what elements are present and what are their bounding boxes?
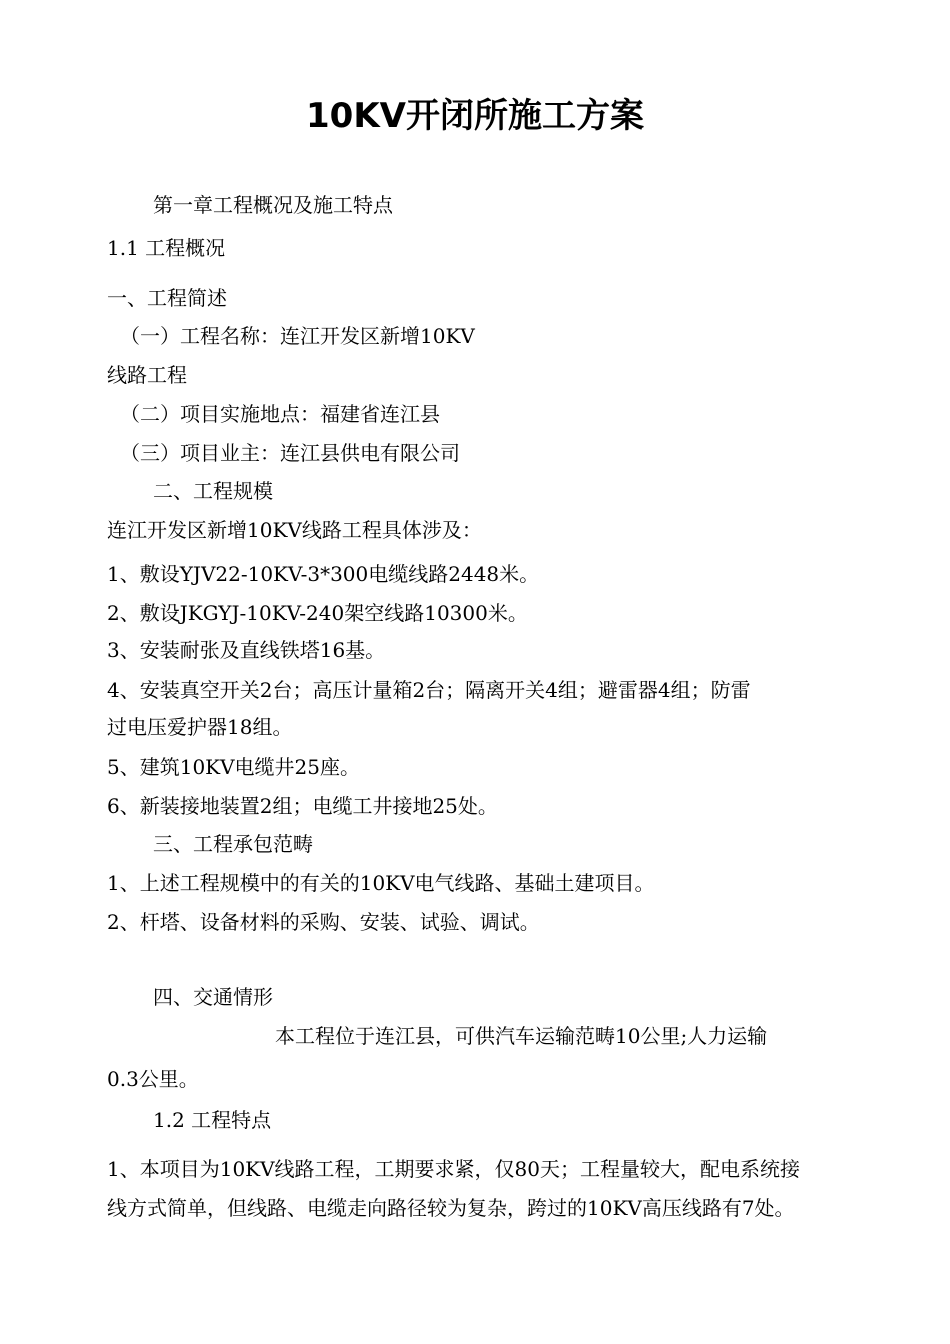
paragraph-line: 连江开发区新增10KV线路工程具体涉及： xyxy=(107,518,482,542)
section-heading-1-2: 1.2 工程特点 xyxy=(153,1108,272,1132)
paragraph-line: （二）项目实施地点：福建省连江县 xyxy=(120,402,440,426)
subsection-heading: 三、工程承包范畴 xyxy=(153,832,313,856)
paragraph-line: 0.3公里。 xyxy=(107,1067,199,1091)
list-item: 2、敷设JKGYJ-10KV-240架空线路10300米。 xyxy=(107,601,528,625)
subsection-heading: 四、交通情形 xyxy=(153,985,273,1009)
paragraph-line: （三）项目业主：连江县供电有限公司 xyxy=(120,441,460,465)
paragraph-line: 线路工程 xyxy=(107,363,187,387)
list-item: 6、新装接地装置2组；电缆工井接地25处。 xyxy=(107,794,498,818)
list-item: 4、安装真空开关2台；高压计量箱2台；隔离开关4组；避雷器4组；防雷 xyxy=(107,678,751,702)
chapter-heading: 第一章工程概况及施工特点 xyxy=(153,193,393,217)
list-item: 1、敷设YJV22-10KV-3*300电缆线路2448米。 xyxy=(107,562,540,586)
subsection-heading: 一、工程简述 xyxy=(107,286,227,310)
list-item: 1、上述工程规模中的有关的10KV电气线路、基础土建项目。 xyxy=(107,871,655,895)
subsection-heading: 二、工程规模 xyxy=(153,479,273,503)
list-item-continuation: 过电压爱护器18组。 xyxy=(107,715,293,739)
list-item: 5、建筑10KV电缆井25座。 xyxy=(107,755,361,779)
paragraph-line: （一）工程名称：连江开发区新增10KV xyxy=(120,324,475,348)
paragraph-line: 本工程位于连江县，可供汽车运输范畴10公里;人力运输 xyxy=(275,1024,768,1048)
list-item: 3、安装耐张及直线铁塔16基。 xyxy=(107,638,386,662)
list-item: 2、杆塔、设备材料的采购、安装、试验、调试。 xyxy=(107,910,540,934)
section-heading-1-1: 1.1 工程概况 xyxy=(107,236,226,260)
document-title: 10KV开闭所施工方案 xyxy=(306,96,644,136)
list-item: 1、本项目为10KV线路工程，工期要求紧，仅80天；工程量较大，配电系统接 xyxy=(107,1157,801,1181)
list-item-continuation: 线方式简单，但线路、电缆走向路径较为复杂，跨过的10KV高压线路有7处。 xyxy=(107,1196,795,1220)
